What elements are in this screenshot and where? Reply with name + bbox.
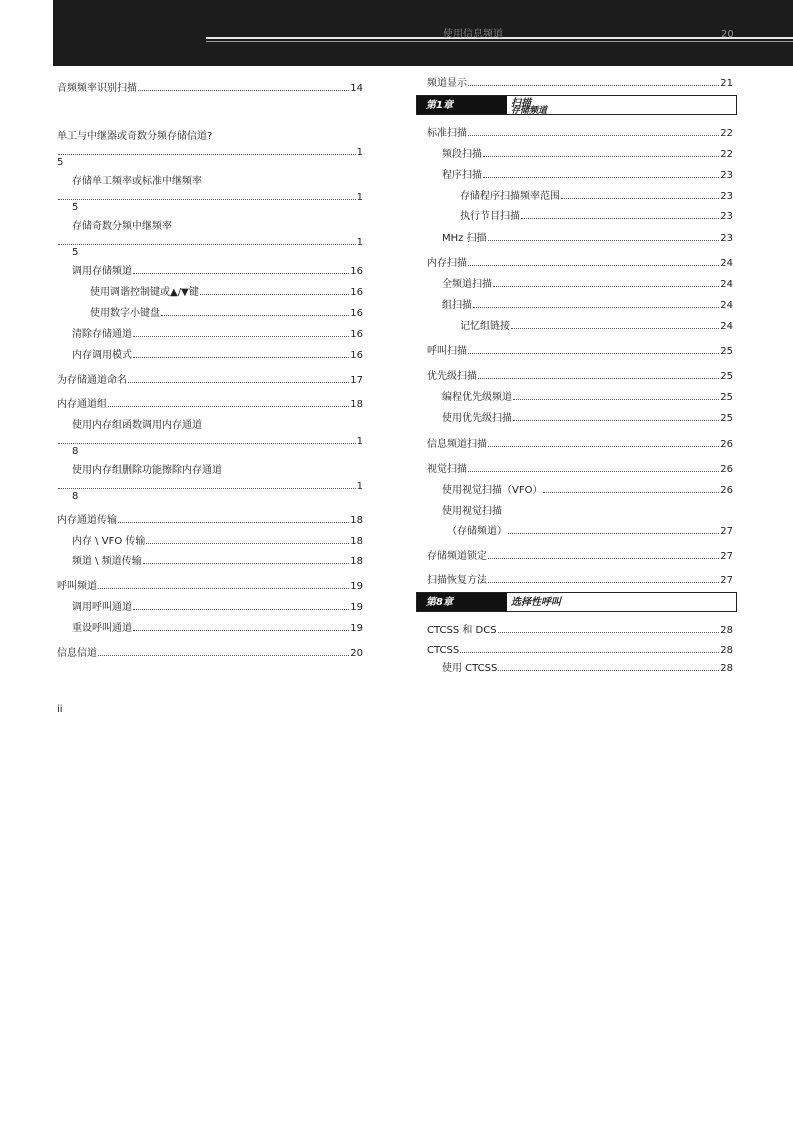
toc-page-number: 19 <box>350 581 363 592</box>
toc-entry[interactable] <box>57 82 363 95</box>
toc-leader-dots <box>468 127 719 136</box>
toc-page-number: 18 <box>350 399 363 410</box>
toc-entry[interactable] <box>442 662 733 675</box>
toc-leader-dots <box>161 307 349 316</box>
toc-page-number: 28 <box>720 663 733 674</box>
toc-leader-dots <box>488 438 719 447</box>
chapter-banner-selective-call <box>416 592 737 612</box>
footer-page-number: ii <box>57 704 63 715</box>
toc-entry[interactable] <box>427 345 733 358</box>
toc-page-number: 16 <box>350 266 363 277</box>
toc-leader-dots <box>498 662 719 671</box>
toc-page-number: 27 <box>720 551 733 562</box>
toc-page-number: 23 <box>720 233 733 244</box>
toc-leader-dots <box>488 574 719 583</box>
chapter-title: 选择性呼叫 <box>511 597 561 608</box>
toc-leader-dots <box>468 463 719 472</box>
header-title: 使用信息频道 <box>443 29 503 40</box>
toc-entry-title: 存储单工频率或标准中继频率 <box>72 176 202 187</box>
toc-page-number: 23 <box>720 170 733 181</box>
toc-entry-title: 呼叫频道 <box>57 581 97 592</box>
toc-page-number: 23 <box>720 211 733 222</box>
toc-page-number: 26 <box>720 464 733 475</box>
toc-leader-dots <box>58 191 356 200</box>
toc-entry-title: 存储奇数分频中继频率 <box>72 221 172 232</box>
toc-page-number: 1 <box>356 192 363 203</box>
toc-leader-dots <box>468 257 719 266</box>
toc-leader-dots <box>118 514 349 523</box>
toc-entry[interactable] <box>57 580 363 593</box>
toc-page-number: 20 <box>350 648 363 659</box>
toc-leader-dots <box>483 169 719 178</box>
toc-page-number: 19 <box>350 602 363 613</box>
toc-entry-title: 呼叫扫描 <box>427 346 467 357</box>
toc-entry[interactable] <box>427 550 733 563</box>
toc-entry[interactable] <box>72 622 363 635</box>
toc-page-number-wrap: 5 <box>57 157 64 168</box>
toc-entry[interactable] <box>442 484 733 497</box>
toc-page-number: 1 <box>356 436 363 447</box>
toc-page-number: 25 <box>720 346 733 357</box>
toc-entry[interactable] <box>427 624 733 637</box>
toc-page-number: 18 <box>350 536 363 547</box>
toc-entry-title: 使用内存组函数调用内存通道 <box>72 420 202 431</box>
chapter-title: 扫描 <box>511 98 531 109</box>
toc-page-number: 24 <box>720 258 733 269</box>
toc-leader-dots <box>521 210 719 219</box>
toc-entry[interactable] <box>442 169 733 182</box>
toc-leader-dots <box>133 622 349 631</box>
toc-leader-dots <box>561 190 719 199</box>
toc-entry-title: 频道显示 <box>427 78 467 89</box>
toc-page-number: 24 <box>720 321 733 332</box>
toc-page-number-wrap: 5 <box>72 247 79 258</box>
toc-entry-title: MHz 扫描 <box>442 233 487 244</box>
toc-entry-title: 存储程序扫描频率范围 <box>460 191 560 202</box>
toc-page-number: 27 <box>720 575 733 586</box>
toc-entry[interactable] <box>460 210 733 223</box>
header-rule-thin <box>206 41 793 42</box>
toc-page-number: 18 <box>350 515 363 526</box>
toc-entry[interactable] <box>57 191 363 204</box>
toc-page-number: 23 <box>720 191 733 202</box>
toc-entry-title: 内存调用模式 <box>72 350 132 361</box>
toc-entry-title: 为存储通道命名 <box>57 375 127 386</box>
toc-page-number: 19 <box>350 623 363 634</box>
toc-entry-title: 使用 CTCSS <box>442 663 498 674</box>
toc-entry[interactable] <box>57 236 363 249</box>
toc-entry-title: 频段扫描 <box>442 149 482 160</box>
toc-page-number: 21 <box>720 78 733 89</box>
toc-entry-title: 信息信道 <box>57 648 97 659</box>
toc-leader-dots <box>98 647 349 656</box>
toc-entry[interactable] <box>72 601 363 614</box>
toc-leader-dots <box>543 484 719 493</box>
toc-leader-dots <box>513 391 719 400</box>
toc-entry-title: CTCSS 和 DCS <box>427 625 497 636</box>
toc-entry-title: 视觉扫描 <box>427 464 467 475</box>
toc-entry[interactable] <box>427 370 733 383</box>
toc-entry-title: 单工与中继器或奇数分频存储信道? <box>57 131 213 142</box>
toc-entry-title: 使用视觉扫描（VFO） <box>442 485 543 496</box>
toc-entry[interactable] <box>90 286 363 299</box>
toc-entry[interactable] <box>442 148 733 161</box>
toc-entry[interactable] <box>72 349 363 362</box>
toc-leader-dots <box>468 345 719 354</box>
toc-entry-title: 内存 \ VFO 传输 <box>72 536 146 547</box>
toc-entry-title: 使用优先级扫描 <box>442 413 512 424</box>
toc-leader-dots <box>200 286 350 295</box>
toc-page-number: 22 <box>720 128 733 139</box>
toc-leader-dots <box>133 328 349 337</box>
toc-entry[interactable] <box>57 480 363 493</box>
toc-page-number: 26 <box>720 439 733 450</box>
toc-entry-title: 调用存储频道 <box>72 266 132 277</box>
toc-leader-dots <box>108 398 349 407</box>
toc-entry[interactable] <box>57 647 363 660</box>
toc-leader-dots <box>133 601 349 610</box>
toc-page-number: 27 <box>720 526 733 537</box>
toc-entry[interactable] <box>427 438 733 451</box>
toc-entry[interactable] <box>57 435 363 448</box>
toc-leader-dots <box>58 435 356 444</box>
toc-entry[interactable] <box>427 463 733 476</box>
toc-entry-title: 调用呼叫通道 <box>72 602 132 613</box>
toc-entry[interactable] <box>427 574 733 587</box>
toc-leader-dots <box>460 644 719 653</box>
toc-leader-dots <box>468 77 719 86</box>
toc-entry-title: 重设呼叫通道 <box>72 623 132 634</box>
toc-page-number: 24 <box>720 279 733 290</box>
toc-entry-title: 存储频道锁定 <box>427 551 487 562</box>
toc-entry-title: 记忆组链接 <box>460 321 510 332</box>
toc-entry-title: 内存通道传输 <box>57 515 117 526</box>
toc-page-number: 25 <box>720 413 733 424</box>
toc-leader-dots <box>128 374 349 383</box>
toc-entry-title: 扫描恢复方法 <box>427 575 487 586</box>
toc-entry-title: 使用调谐控制键或▲/▼键 <box>90 287 199 298</box>
toc-page-number: 1 <box>356 481 363 492</box>
toc-entry[interactable] <box>57 514 363 527</box>
toc-leader-dots <box>146 535 349 544</box>
toc-page-number: 16 <box>350 329 363 340</box>
toc-entry[interactable] <box>427 127 733 140</box>
toc-page-number: 22 <box>720 149 733 160</box>
toc-leader-dots <box>498 624 720 633</box>
toc-page-number: 28 <box>720 645 733 656</box>
toc-entry[interactable] <box>442 391 733 404</box>
toc-entry[interactable] <box>460 190 733 203</box>
toc-leader-dots <box>488 550 719 559</box>
toc-entry-title: 使用数字小键盘 <box>90 308 160 319</box>
toc-page-number: 24 <box>720 300 733 311</box>
toc-entry-title: 内存扫描 <box>427 258 467 269</box>
toc-page-number: 16 <box>350 308 363 319</box>
toc-entry-title: 音频频率识别扫描 <box>57 83 137 94</box>
toc-page-number-wrap: 5 <box>72 202 79 213</box>
chapter-number: 第8章 <box>426 597 453 608</box>
toc-leader-dots <box>513 412 719 421</box>
toc-leader-dots <box>493 278 719 287</box>
toc-entry[interactable] <box>460 320 733 333</box>
toc-leader-dots <box>508 525 719 534</box>
toc-page-number: 25 <box>720 371 733 382</box>
toc-entry[interactable] <box>442 232 733 245</box>
toc-entry[interactable] <box>442 299 733 312</box>
toc-entry-title: 使用视觉扫描 <box>442 506 502 517</box>
toc-entry-title: 优先级扫描 <box>427 371 477 382</box>
chapter-number: 第1章 <box>426 100 453 111</box>
toc-leader-dots <box>58 480 356 489</box>
toc-entry[interactable] <box>57 398 363 411</box>
toc-leader-dots <box>138 82 349 91</box>
toc-leader-dots <box>58 146 356 155</box>
toc-leader-dots <box>98 580 349 589</box>
toc-entry-title: 标准扫描 <box>427 128 467 139</box>
toc-entry-title: （存储频道） <box>447 526 507 537</box>
toc-entry-title: 内存通道组 <box>57 399 107 410</box>
toc-entry[interactable] <box>57 146 363 159</box>
toc-entry-title: 编程优先级频道 <box>442 392 512 403</box>
toc-entry[interactable] <box>72 535 363 548</box>
toc-leader-dots <box>473 299 719 308</box>
toc-entry[interactable] <box>427 257 733 270</box>
toc-entry[interactable] <box>90 307 363 320</box>
toc-entry[interactable] <box>72 265 363 278</box>
header-page-number: 20 <box>721 29 734 40</box>
toc-leader-dots <box>483 148 719 157</box>
toc-entry[interactable] <box>442 412 733 425</box>
page-header-band <box>53 0 793 66</box>
toc-page-number: 14 <box>350 83 363 94</box>
toc-page-number: 25 <box>720 392 733 403</box>
chapter-banner-scan <box>416 95 737 115</box>
toc-entry-title: 信息频道扫描 <box>427 439 487 450</box>
toc-entry-title: 执行节目扫描 <box>460 211 520 222</box>
toc-leader-dots <box>58 236 356 245</box>
toc-entry-title: 组扫描 <box>442 300 472 311</box>
toc-entry[interactable] <box>427 77 733 90</box>
toc-page-number: 28 <box>720 625 733 636</box>
toc-entry-title: CTCSS <box>427 645 460 656</box>
toc-page-number: 16 <box>350 350 363 361</box>
toc-leader-dots <box>133 265 349 274</box>
toc-entry-title: 程序扫描 <box>442 170 482 181</box>
toc-entry[interactable] <box>57 374 363 387</box>
toc-entry[interactable] <box>442 278 733 291</box>
toc-leader-dots <box>133 349 349 358</box>
toc-entry-title: 清除存储通道 <box>72 329 132 340</box>
toc-page-number: 26 <box>720 485 733 496</box>
toc-entry-title: 全频道扫描 <box>442 279 492 290</box>
toc-entry[interactable] <box>427 644 733 657</box>
toc-page-number: 1 <box>356 147 363 158</box>
toc-page-number-wrap: 8 <box>72 446 79 457</box>
toc-entry[interactable] <box>72 328 363 341</box>
toc-leader-dots <box>488 232 720 241</box>
toc-leader-dots <box>478 370 719 379</box>
toc-entry[interactable] <box>447 525 733 538</box>
toc-page-number-wrap: 8 <box>72 491 79 502</box>
toc-page-number: 16 <box>350 287 363 298</box>
toc-entry-title: 频道 \ 频道传输 <box>72 556 142 567</box>
toc-entry[interactable] <box>72 555 363 568</box>
toc-leader-dots <box>511 320 719 329</box>
toc-leader-dots <box>143 555 350 564</box>
toc-page-number: 17 <box>350 375 363 386</box>
toc-page-number: 1 <box>356 237 363 248</box>
toc-page-number: 18 <box>350 556 363 567</box>
chapter-subtitle: 存储频道 <box>511 106 548 116</box>
toc-entry-title: 使用内存组删除功能擦除内存通道 <box>72 465 222 476</box>
